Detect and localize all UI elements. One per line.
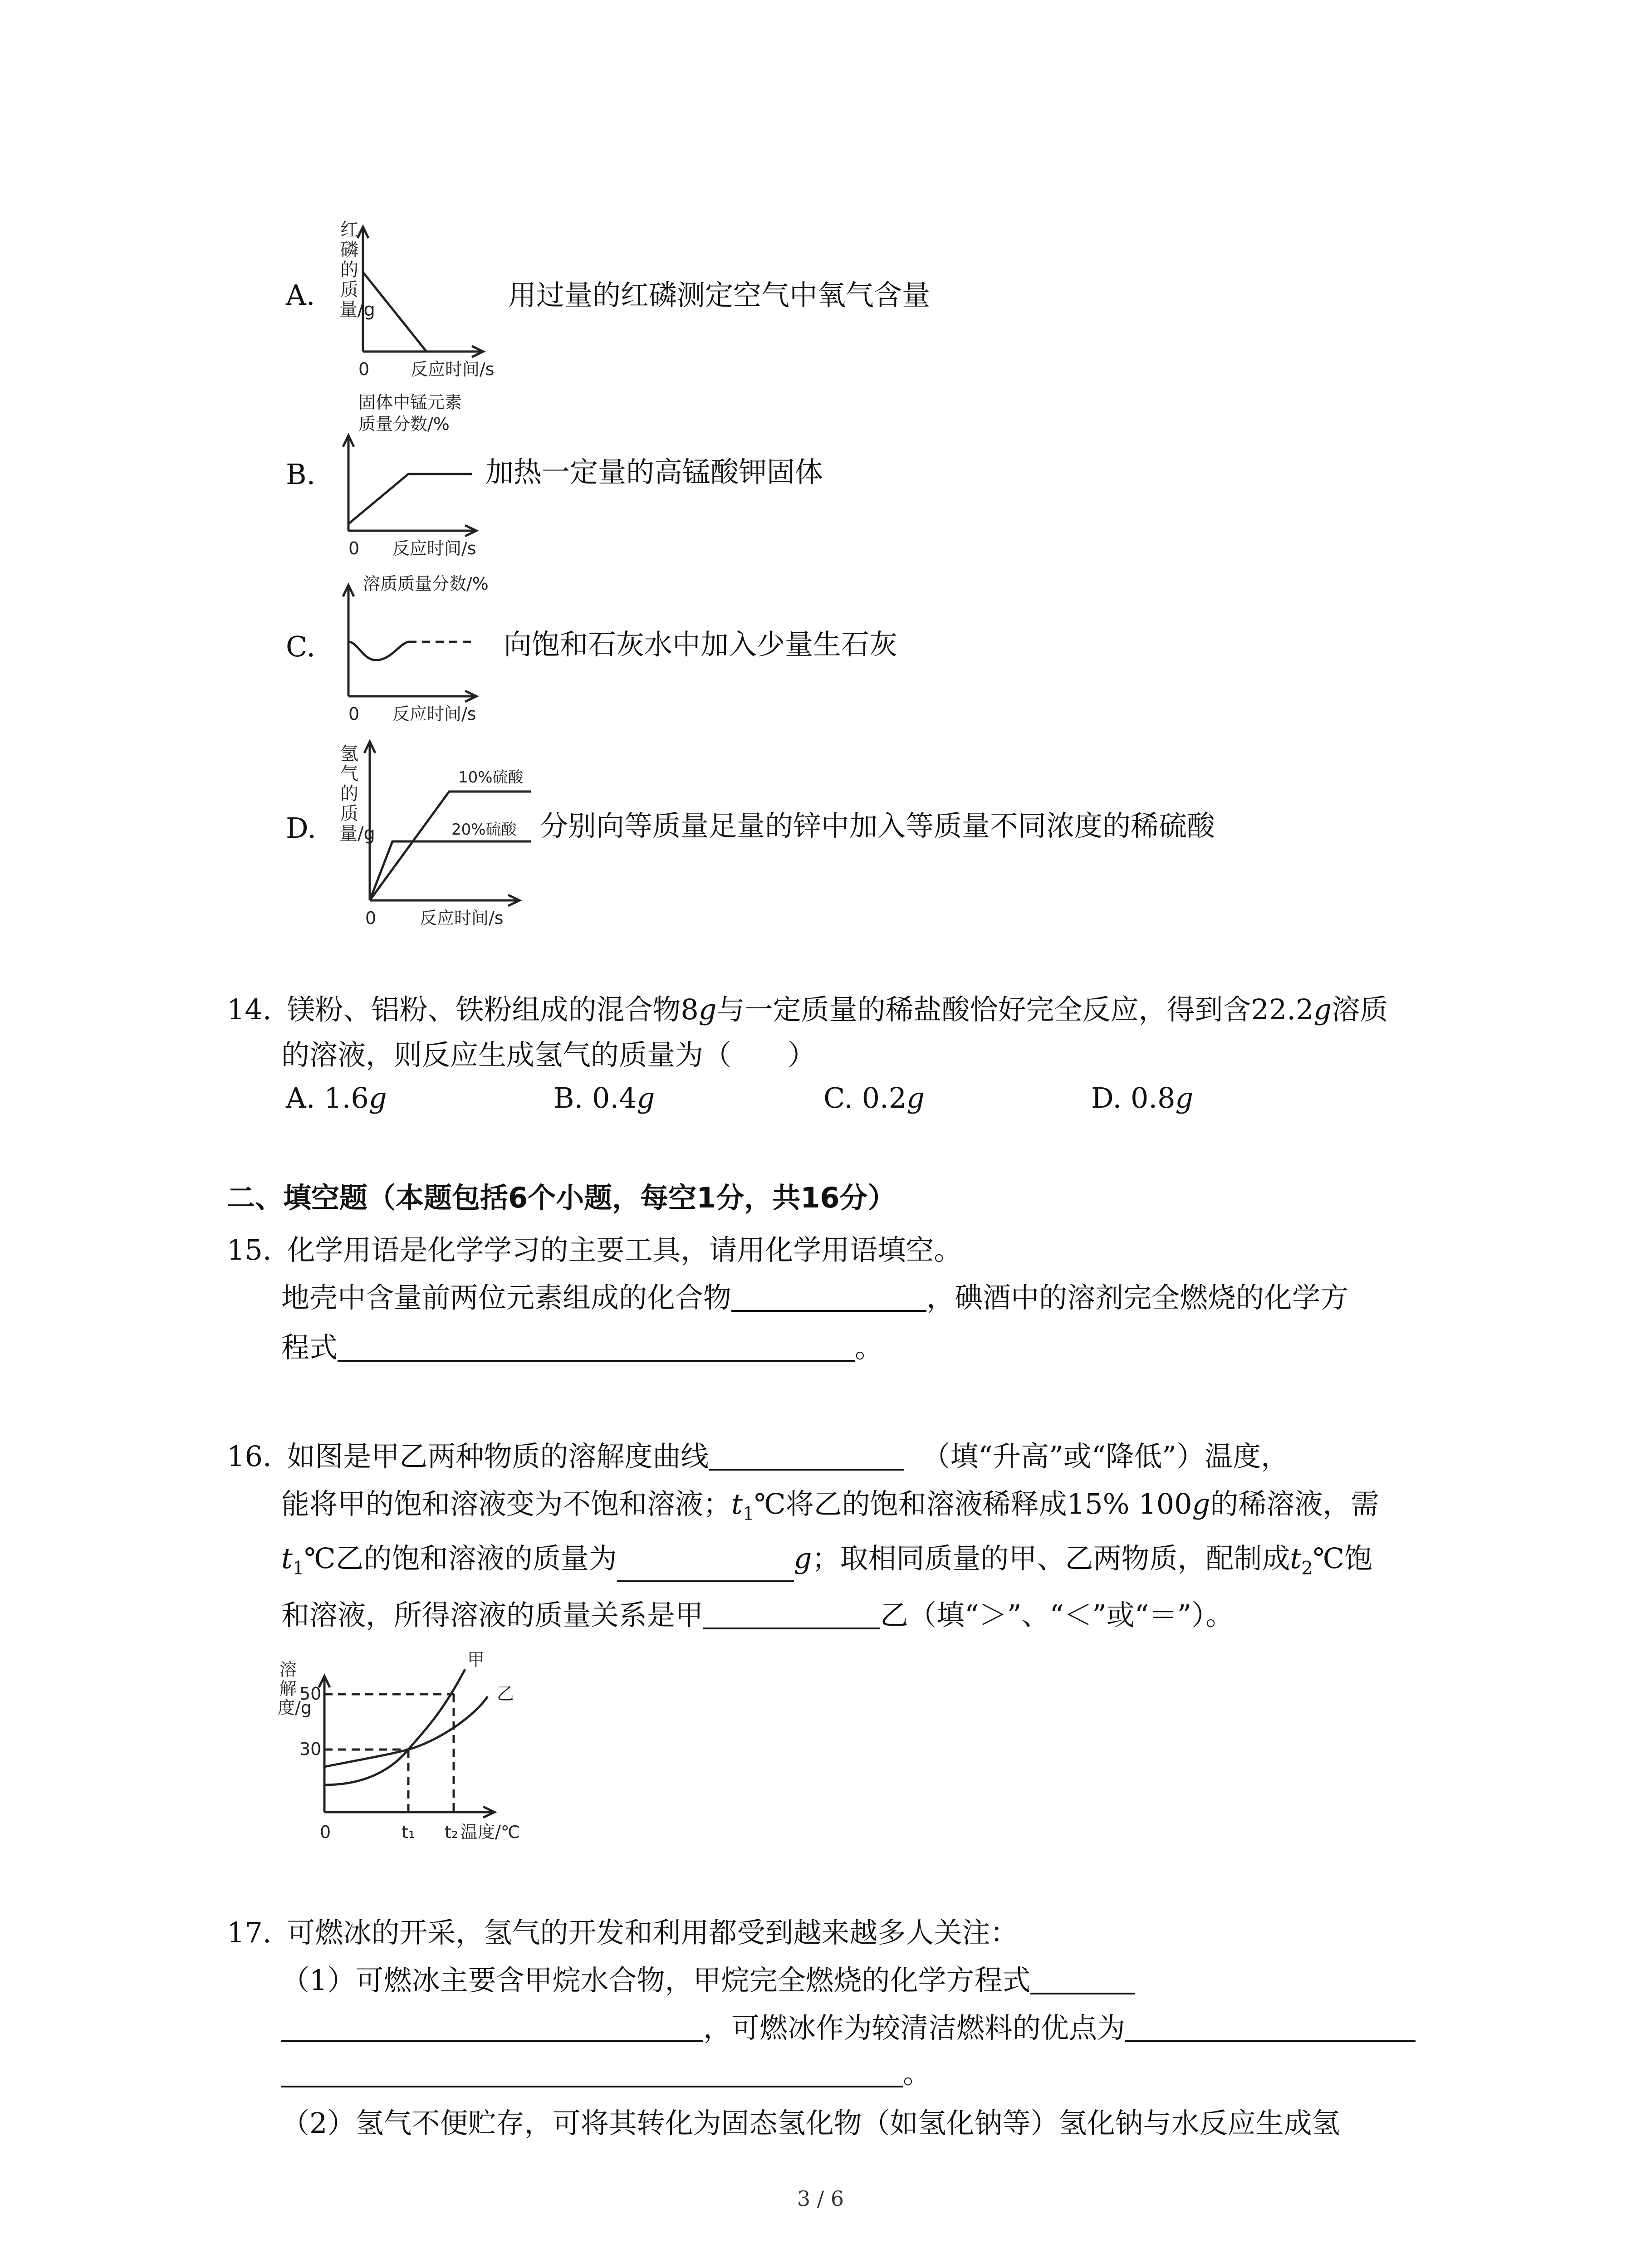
option-b-letter: B. bbox=[286, 458, 316, 491]
option-a-origin: 0 bbox=[358, 359, 370, 379]
option-c-letter: C. bbox=[286, 630, 315, 663]
option-b-ylabel-line1: 固体中锰元素 bbox=[358, 392, 462, 412]
answer-blank[interactable] bbox=[1125, 2014, 1416, 2042]
option-b-xlabel: 反应时间/s bbox=[392, 538, 476, 558]
tick-t1: t₁ bbox=[402, 1822, 416, 1842]
answer-blank[interactable] bbox=[731, 1284, 926, 1312]
question-16-line4: 和溶液，所得溶液的质量关系是甲 乙（填“＞”、“＜”或“＝”）。 bbox=[281, 1598, 1234, 1632]
section-2-title: 二、填空题（本题包括6个小题，每空1分，共16分） bbox=[227, 1181, 896, 1214]
option-d-series-20pct: 20%硫酸 bbox=[451, 821, 517, 839]
question-number: 16. bbox=[227, 1440, 272, 1473]
question-15-line3: 程式 。 bbox=[281, 1331, 883, 1364]
option-b-origin: 0 bbox=[348, 538, 360, 558]
question-17-line3: ，可燃冰作为较清洁燃料的优点为 bbox=[281, 2014, 1416, 2042]
question-number: 15. bbox=[227, 1233, 272, 1266]
solubility-xlabel: 温度/℃ bbox=[460, 1822, 520, 1842]
option-c-origin: 0 bbox=[348, 704, 360, 724]
question-15-line1: 15. 化学用语是化学学习的主要工具，请用化学用语填空。 bbox=[227, 1233, 962, 1266]
option-d-letter: D. bbox=[286, 811, 317, 845]
answer-blank[interactable] bbox=[703, 1601, 880, 1629]
answer-blank[interactable] bbox=[338, 1334, 855, 1362]
question-16-line3: $t_1℃$乙的饱和溶液的质量为 g；取相同质量的甲、乙两物质，配制成$t_2℃$饱 bbox=[281, 1545, 1372, 1582]
option-b-desc: 加热一定量的高锰酸钾固体 bbox=[485, 455, 823, 489]
option-a-letter: A. bbox=[286, 279, 315, 312]
question-14-choice-c[interactable]: C. 0.2g bbox=[823, 1081, 925, 1114]
solubility-origin: 0 bbox=[320, 1822, 331, 1842]
question-15-line2: 地壳中含量前两位元素组成的化合物 ，碘酒中的溶剂完全燃烧的化学方 bbox=[281, 1281, 1349, 1314]
page-number: 3 / 6 bbox=[797, 2186, 844, 2211]
option-c-desc: 向饱和石灰水中加入少量生石灰 bbox=[504, 628, 898, 661]
question-14-choice-a[interactable]: A. 1.6g bbox=[286, 1081, 387, 1114]
tick-50: 50 bbox=[299, 1684, 322, 1704]
tick-30: 30 bbox=[299, 1739, 322, 1759]
solubility-chart-ylabel: 溶解度/g bbox=[278, 1660, 312, 1718]
question-number: 14. bbox=[227, 993, 272, 1026]
option-a-ylabel: 红磷的质量/g bbox=[339, 220, 375, 320]
option-d-ylabel: 氢气的质量/g bbox=[339, 743, 375, 844]
question-14-line1: 14. 镁粉、铝粉、铁粉组成的混合物8g与一定质量的稀盐酸恰好完全反应，得到含22.2g溶质 bbox=[227, 993, 1388, 1026]
curve-yi bbox=[324, 1696, 488, 1767]
question-16-line2: 能将甲的饱和溶液变为不饱和溶液；$t_1℃$将乙的饱和溶液稀释成15% 100g的稀溶液，需 bbox=[281, 1487, 1379, 1525]
answer-blank[interactable] bbox=[281, 2014, 703, 2042]
option-d-origin: 0 bbox=[365, 908, 377, 928]
series-label-jia: 甲 bbox=[467, 1650, 485, 1670]
answer-blank[interactable] bbox=[709, 1442, 904, 1471]
option-d-desc: 分别向等质量足量的锌中加入等质量不同浓度的稀硫酸 bbox=[540, 809, 1215, 842]
option-a-xlabel: 反应时间/s bbox=[411, 359, 495, 379]
option-d-xlabel: 反应时间/s bbox=[420, 908, 504, 928]
answer-blank[interactable] bbox=[617, 1554, 794, 1582]
question-14-choice-b[interactable]: B. 0.4g bbox=[554, 1081, 655, 1114]
option-a-desc: 用过量的红磷测定空气中氧气含量 bbox=[508, 279, 931, 312]
question-number: 17. bbox=[227, 1916, 272, 1949]
answer-blank[interactable] bbox=[281, 2059, 903, 2087]
tick-t2: t₂ bbox=[445, 1822, 459, 1842]
option-b-ylabel-line2: 质量分数/% bbox=[358, 414, 450, 434]
curve-jia bbox=[324, 1669, 465, 1785]
question-16-line1: 16. 如图是甲乙两种物质的溶解度曲线 （填“升高”或“降低”）温度， bbox=[227, 1440, 1289, 1473]
question-17-line5: （2）氢气不便贮存，可将其转化为固态氢化物（如氢化钠等）氢化钠与水反应生成氢 bbox=[281, 2107, 1340, 2140]
option-c-ylabel: 溶质质量分数/% bbox=[363, 574, 489, 594]
question-17-line4: 。 bbox=[281, 2059, 931, 2087]
answer-blank[interactable] bbox=[1030, 1966, 1135, 1994]
question-14-choice-d[interactable]: D. 0.8g bbox=[1091, 1081, 1194, 1114]
question-17-line2: （1）可燃冰主要含甲烷水合物，甲烷完全燃烧的化学方程式 bbox=[281, 1966, 1135, 1994]
question-17-line1: 17. 可燃冰的开采，氢气的开发和利用都受到越来越多人关注： bbox=[227, 1916, 1019, 1949]
series-label-yi: 乙 bbox=[497, 1684, 514, 1704]
option-c-xlabel: 反应时间/s bbox=[392, 704, 476, 724]
option-d-series-10pct: 10%硫酸 bbox=[458, 768, 524, 787]
question-14-line2: 的溶液，则反应生成氢气的质量为（ ） bbox=[281, 1038, 816, 1071]
